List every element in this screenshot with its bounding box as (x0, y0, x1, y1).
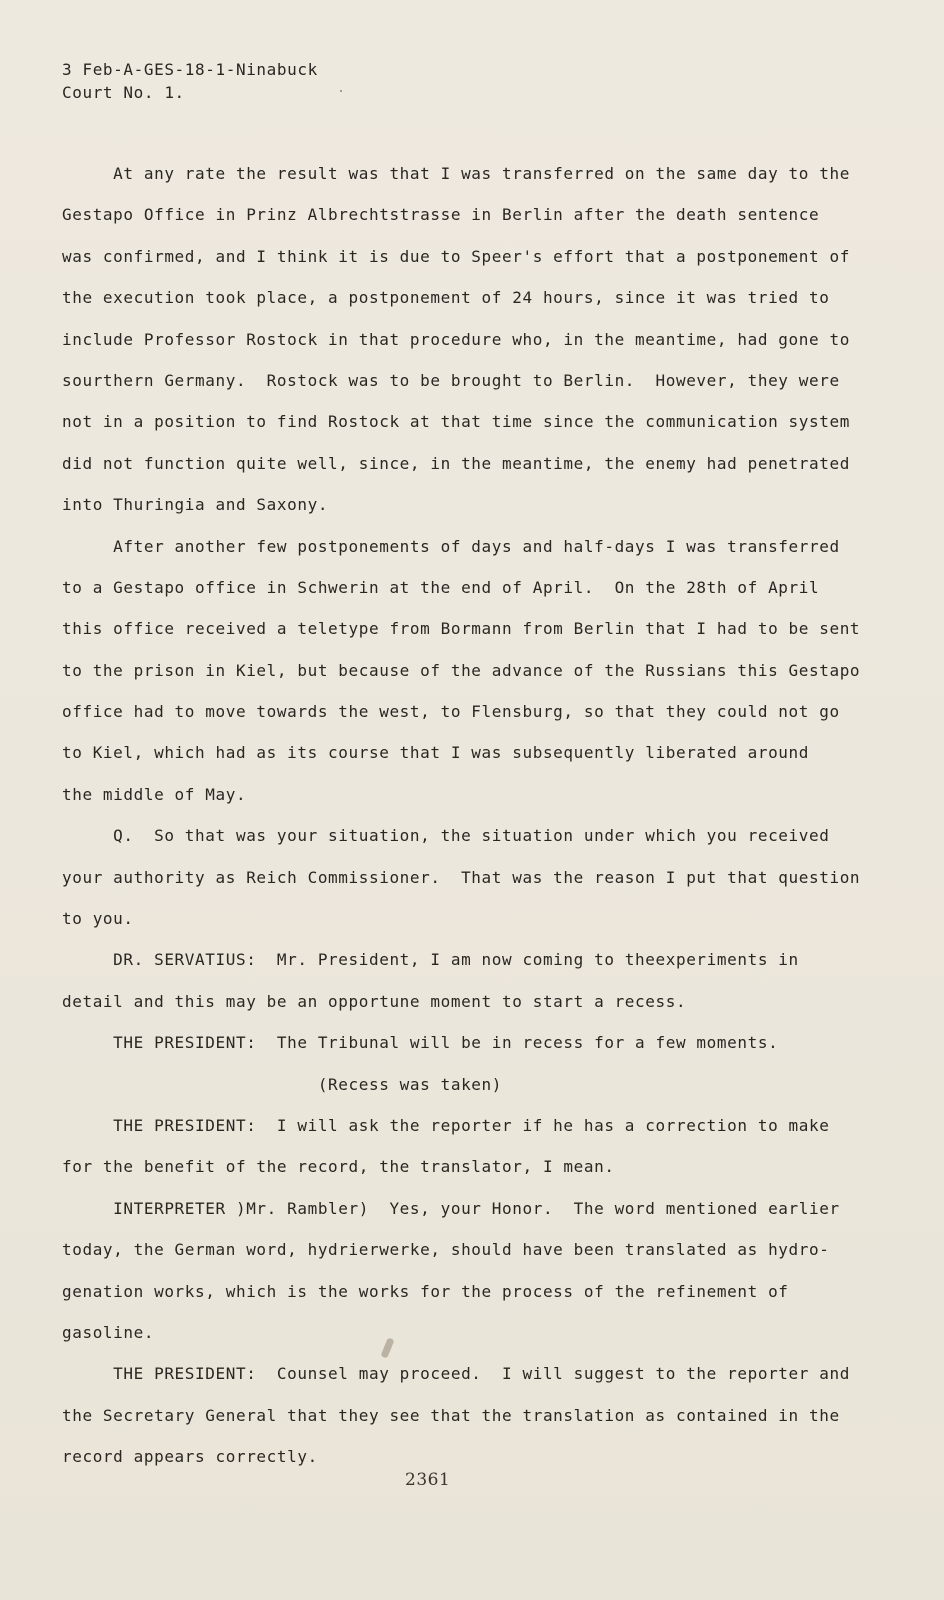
transcript-line: (Recess was taken) (62, 1074, 503, 1094)
page-number: 2361 (405, 1470, 451, 1490)
transcript-line: did not function quite well, since, in the meantime, the enemy had penetrated (62, 453, 850, 473)
transcript-line: THE PRESIDENT: I will ask the reporter if he has a correction to make (62, 1115, 830, 1135)
transcript-line: the middle of May. (62, 784, 247, 804)
transcript-line: into Thuringia and Saxony. (62, 495, 329, 515)
transcript-line: not in a position to find Rostock at that time since the communication system (62, 412, 850, 432)
transcript-line: today, the German word, hydrierwerke, should have been translated as hydro- (62, 1240, 830, 1260)
transcript-body (62, 161, 862, 1486)
transcript-line: At any rate the result was that I was transferred on the same day to the (62, 164, 850, 183)
transcript-line: THE PRESIDENT: The Tribunal will be in recess for a few moments. (62, 1033, 779, 1053)
transcript-line: to the prison in Kiel, but because of the advance of the Russians this Gestapo (62, 660, 861, 680)
transcript-line: the execution took place, a postponement of 24 hours, since it was tried to (62, 288, 830, 308)
transcript-line: was confirmed, and I think it is due to Speer's effort that a postponement of (62, 246, 850, 266)
document-header (62, 58, 318, 104)
transcript-line: include Professor Rostock in that procedure who, in the meantime, had gone to (62, 329, 850, 349)
transcript-line: record appears correctly. (62, 1447, 318, 1467)
transcript-line: gasoline. (62, 1322, 155, 1342)
transcript-line: to Kiel, which had as its course that I was subsequently liberated around (62, 743, 809, 763)
transcript-line: for the benefit of the record, the translator, I mean. (62, 1157, 615, 1177)
transcript-line: this office received a teletype from Bormann from Berlin that I had to be sent (62, 619, 861, 639)
document-id: 3 Feb-A-GES-18-1-Ninabuck (62, 60, 318, 79)
transcript-line: office had to move towards the west, to Flensburg, so that they could not go (62, 702, 840, 722)
transcript-line: the Secretary General that they see that the translation as contained in the (62, 1405, 840, 1425)
transcript-line: THE PRESIDENT: Counsel may proceed. I will suggest to the reporter and (62, 1364, 850, 1384)
transcript-line: INTERPRETER )Mr. Rambler) Yes, your Honor. The word mentioned earlier (62, 1198, 840, 1218)
transcript-line: detail and this may be an opportune moment to start a recess. (62, 991, 687, 1011)
transcript-line: your authority as Reich Commissioner. That was the reason I put that question (62, 867, 861, 887)
transcript-line: sourthern Germany. Rostock was to be brought to Berlin. However, they were (62, 370, 840, 390)
paper-mark (340, 90, 342, 92)
court-number: Court No. 1. (62, 83, 185, 102)
transcript-line: Gestapo Office in Prinz Albrechtstrasse in Berlin after the death sentence (62, 205, 820, 225)
transcript-line: to a Gestapo office in Schwerin at the end of April. On the 28th of April (62, 577, 820, 597)
transcript-line: After another few postponements of days and half-days I was transferred (62, 536, 840, 556)
transcript-line: to you. (62, 909, 134, 929)
transcript-line: genation works, which is the works for the process of the refinement of (62, 1281, 789, 1301)
transcript-line: DR. SERVATIUS: Mr. President, I am now coming to theexperiments in (62, 950, 799, 970)
transcript-line: Q. So that was your situation, the situation under which you received (62, 826, 830, 846)
